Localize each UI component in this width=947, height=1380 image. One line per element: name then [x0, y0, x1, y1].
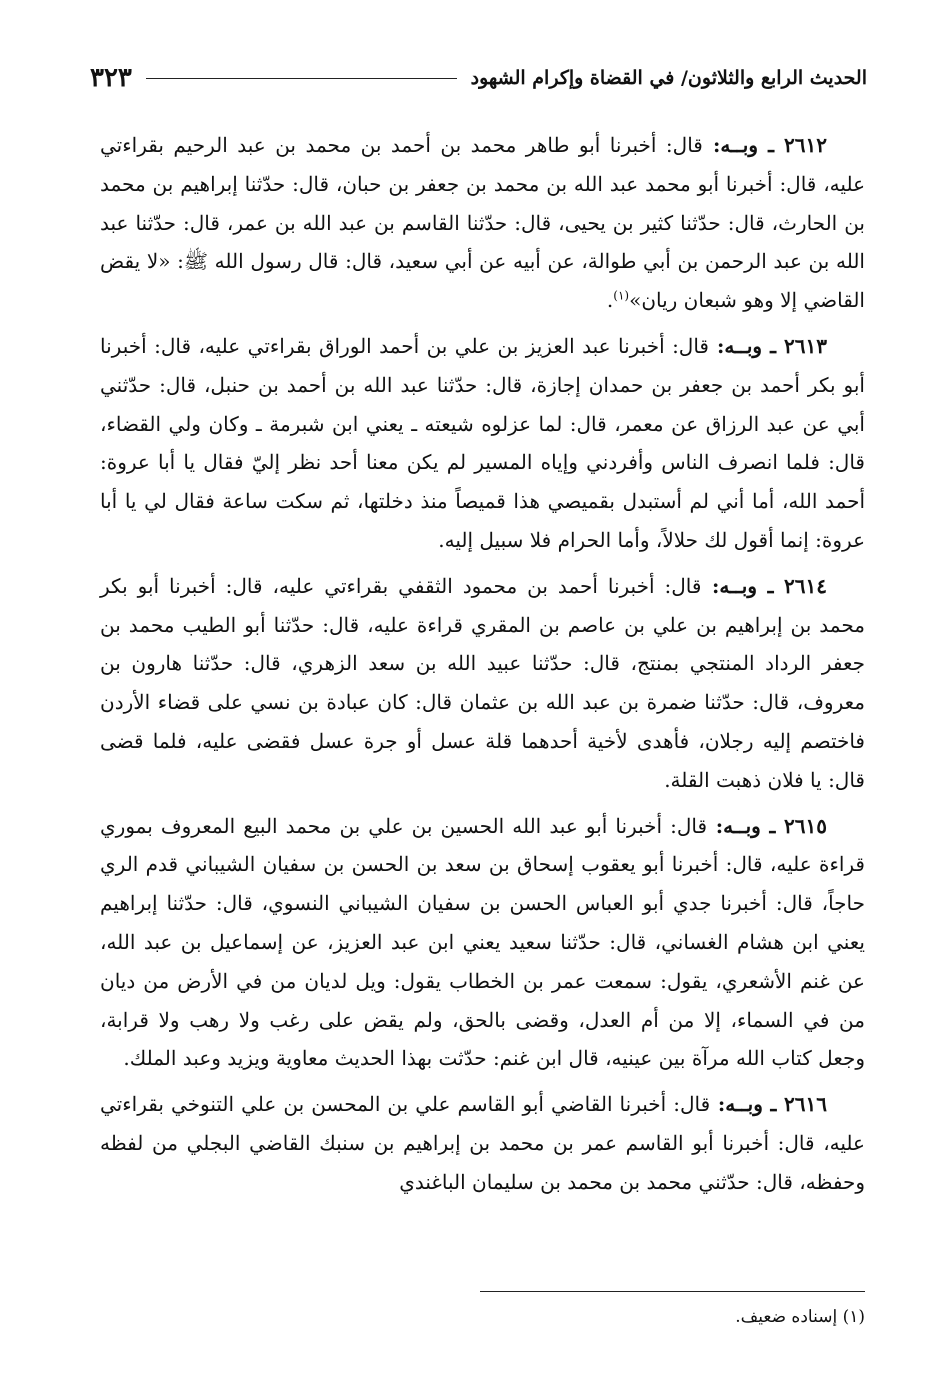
hadith-text: قال: أخبرنا أحمد بن محمود الثقفي بقراءتي عليه، قال: أخبرنا أبو بكر محمد بن إبراهيم بن علي بن عاصم بن المقري قراءة عليه، قال: حدّثنا أبو الطيب محمد بن جعفر الرداد المنتجي بمنتج، قال: حدّثنا عبيد الله بن سعد الزهري، قال: حدّثنا هارون بن معروف، قال: حدّثنا ضمرة بن عبد الله بن عثمان قال: كان عبادة بن نسي على قضاء الأردن فاختصم إليه رجلان، فأهدى لأخية أحدهما قلة عسل أو جرة عسل فقضى عليه، فلما قضى قال: يا فلان ذهبت القلة.: [100, 573, 865, 792]
footnote: (١) إسناده ضعيف.: [735, 1307, 865, 1327]
running-title: الحديث الرابع والثلاثون/ في القضاة وإكرام الشهود: [470, 67, 867, 89]
hadith-paragraph: [100, 1085, 865, 1201]
hadith-text: قال: أخبرنا أبو طاهر محمد بن أحمد بن محمد بن عبد الرحيم بقراءتي عليه، قال: أخبرنا أبو محمد عبد الله بن محمد بن جعفر بن حبان، قال: حدّثنا إبراهيم بن محمد بن الحارث، قال: حدّثنا كثير بن يحيى، قال: حدّثنا القاسم بن عبد الله بن عمر، قال: حدّثنا عبد الله بن عبد الرحمن بن أبي طوالة، عن أبيه عن أبي سعيد، قال: قال رسول الله ﷺ: «لا يقض القاضي إلا وهو شبعان ريان»: [100, 133, 865, 313]
hadith-number: ٢٦١٥: [784, 813, 828, 838]
hadith-lead: ـ وبــه:: [702, 133, 785, 157]
hadith-number: ٢٦١٤: [784, 573, 827, 598]
footnote-separator: [480, 1291, 865, 1292]
hadith-number: ٢٦١٦: [784, 1092, 827, 1117]
hadith-text: قال: أخبرنا أبو عبد الله الحسين بن علي بن محمد البيع المعروف بموري قراءة عليه، قال: أخبرنا أبو يعقوب إسحاق بن سعد بن الحسن بن سفيان الشيباني قدم الري حاجاً، قال: أخبرنا جدي أبو العباس الحسن بن سفيان الشيباني النسوي، قال: حدّثنا إبراهيم يعني ابن هشام الغساني، قال: حدّثنا سعيد يعني ابن عبد العزيز، عن إسماعيل بن عبد الله، عن غنم الأشعري، يقول: سمعت عمر بن الخطاب يقول: ويل لديان من في الأرض من ديان من في السماء، إلا من أم العدل، وقضى بالحق، ولم يقض على رغب ولا رهب ولا قرابة، وجعل كتاب الله مرآة بين عينيه، قال ابن غنم: حدّثت بهذا الحديث معاوية ويزيد وعبد الملك.: [100, 813, 865, 1071]
body-text: [100, 126, 865, 1209]
hadith-paragraph: [100, 126, 865, 320]
hadith-paragraph: [100, 567, 865, 800]
footnotes: [100, 1302, 865, 1332]
hadith-text: قال: أخبرنا عبد العزيز بن علي بن أحمد الوراق بقراءتي عليه، قال: أخبرنا أبو بكر أحمد بن جعفر بن حمدان إجازة، قال: حدّثنا عبد الله بن أحمد بن حنبل، قال: حدّثني أبي عن عبد الرزاق عن معمر، قال: لما عزلوه شيعته ـ يعني ابن شبرمة ـ وكان ولي القضاء، قال: فلما انصرف الناس وأفردني وإياه المسير لم يكن معنا أحد نظر إليّ فقال يا أبا عروة: أحمد الله، أما أني لم أستبدل بقميصي هذا قميصاً منذ دخلتها، ثم سكت ساعة فقال لي يا أبا عروة: إنما أقول لك حلالاً، وأما الحرام فلا سبيل إليه.: [100, 333, 865, 552]
footnote-reference[interactable]: (١): [613, 288, 630, 303]
hadith-lead: ـ وبــه:: [707, 813, 785, 838]
page-number: ٣٢٣: [90, 63, 132, 93]
hadith-lead: ـ وبــه:: [709, 333, 785, 358]
hadith-paragraph: [100, 327, 865, 560]
hadith-lead: ـ وبــه:: [710, 1092, 785, 1117]
hadith-paragraph: [100, 807, 865, 1079]
hadith-lead: ـ وبــه:: [701, 573, 785, 598]
hadith-text: قال: أخبرنا القاضي أبو القاسم علي بن المحسن بن علي التنوخي بقراءتي عليه، قال: أخبرنا أبو القاسم عمر بن محمد بن إبراهيم بن سنبك القاضي البجلي من لفظه وحفظه، قال: حدّثني محمد بن محمد بن سليمان الباغندي: [100, 1092, 865, 1194]
hadith-number: ٢٦١٢: [784, 133, 828, 157]
hadith-number: ٢٦١٣: [784, 333, 828, 358]
page-header: [90, 58, 867, 98]
header-rule: [146, 78, 457, 79]
hadith-tail: .: [606, 288, 614, 313]
